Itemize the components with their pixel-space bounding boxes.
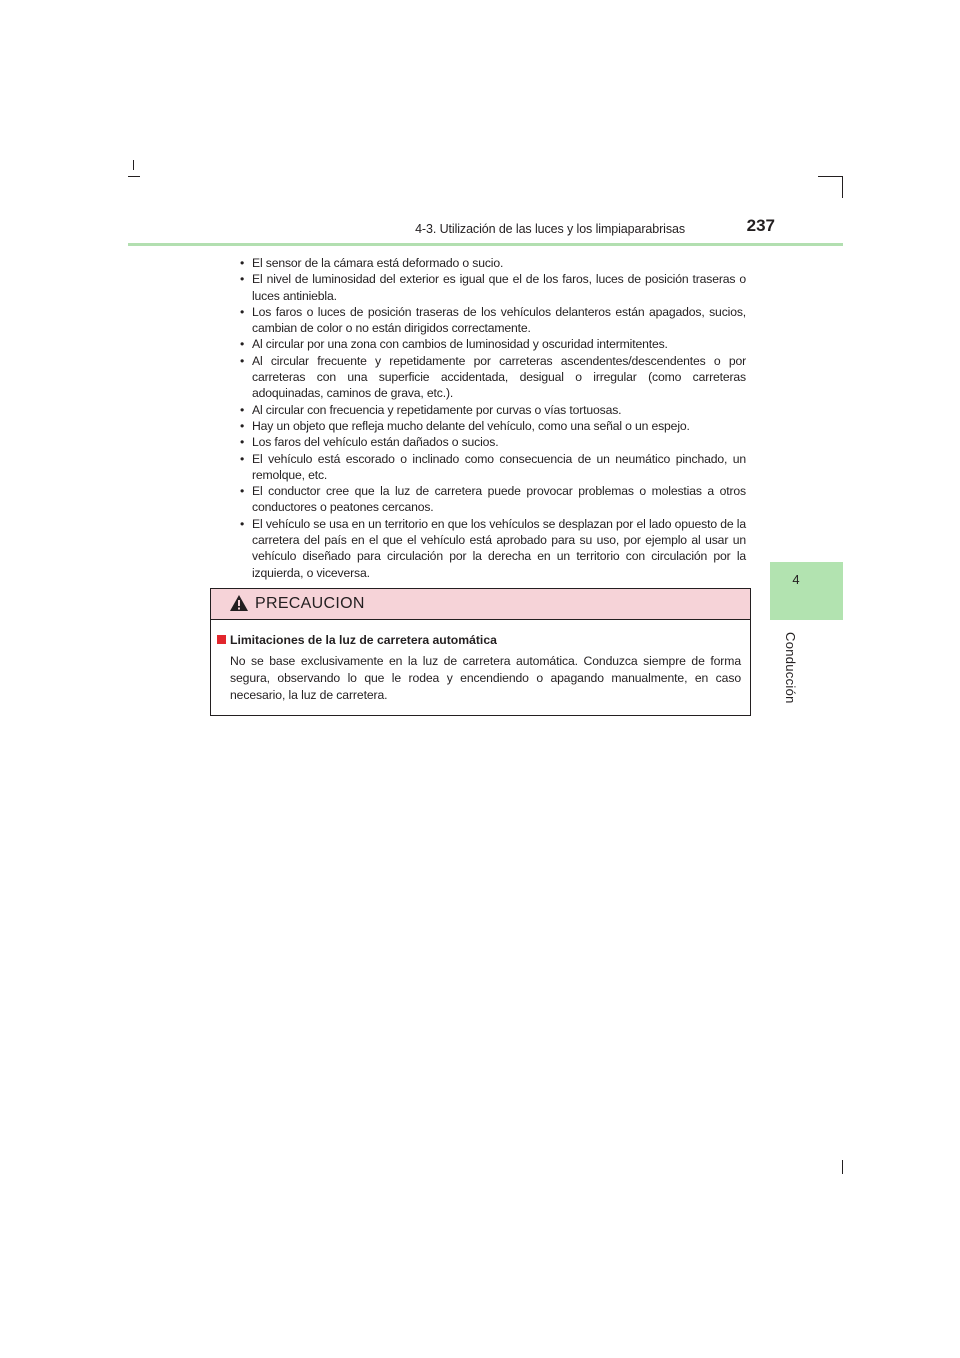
bullet-mark: • bbox=[240, 516, 245, 531]
crop-mark bbox=[133, 160, 134, 170]
list-item bbox=[240, 516, 746, 581]
warning-triangle-icon bbox=[229, 594, 249, 612]
header-rule bbox=[128, 243, 843, 246]
caution-subheading bbox=[217, 633, 497, 647]
list-item-text: Al circular por una zona con cambios de luminosidad y oscuridad intermitentes. bbox=[252, 337, 668, 352]
section-title: 4-3. Utilización de las luces y los limpiaparabrisas bbox=[415, 222, 685, 236]
list-item bbox=[240, 255, 746, 271]
list-item-text: Los faros del vehículo están dañados o sucios. bbox=[252, 435, 499, 450]
bullet-mark: • bbox=[240, 353, 245, 368]
list-item-text: El nivel de luminosidad del exterior es igual que el de los faros, luces de posición traseras o luces antiniebla. bbox=[252, 272, 746, 303]
bullet-mark: • bbox=[240, 435, 245, 450]
page-number: 237 bbox=[746, 216, 775, 235]
crop-mark bbox=[842, 1160, 843, 1174]
list-item bbox=[240, 451, 746, 484]
bullet-mark: • bbox=[240, 304, 245, 319]
list-item bbox=[240, 418, 746, 434]
crop-mark bbox=[818, 176, 842, 177]
caution-body: No se base exclusivamente en la luz de carretera automática. Conduzca siempre de forma segura, observando lo que le rodea y encendiendo o apagando manualmente, en caso necesario, la luz de carretera. bbox=[230, 654, 741, 702]
list-item-text: Hay un objeto que refleja mucho delante del vehículo, como una señal o un espejo. bbox=[252, 418, 690, 433]
list-item-text: El conductor cree que la luz de carretera puede provocar problemas o molestias a otros conductores o peatones cercanos. bbox=[252, 484, 746, 515]
list-item bbox=[240, 304, 746, 337]
list-item bbox=[240, 353, 746, 402]
caution-header bbox=[211, 589, 750, 620]
chapter-number: 4 bbox=[792, 572, 800, 587]
list-item-text: Al circular frecuente y repetidamente por carreteras ascendentes/descendentes o por carreteras con una superficie accidentada, desigual o irregular (como carreteras adoquinadas, caminos de grava, etc.). bbox=[252, 353, 746, 401]
list-item-text: Los faros o luces de posición traseras de los vehículos delanteros están apagados, sucios, cambian de color o no están dirigidos correctamente. bbox=[252, 304, 746, 336]
list-item-text: Al circular con frecuencia y repetidamente por curvas o vías tortuosas. bbox=[252, 402, 622, 417]
crop-mark bbox=[842, 176, 843, 198]
list-item bbox=[240, 402, 746, 418]
condition-list bbox=[240, 255, 746, 581]
chapter-tab bbox=[770, 562, 843, 620]
list-item bbox=[240, 483, 746, 516]
caution-subheading-text: Limitaciones de la luz de carretera automática bbox=[230, 633, 497, 647]
chapter-label: Conducción bbox=[783, 632, 798, 704]
bullet-mark: • bbox=[240, 402, 245, 417]
crop-mark bbox=[128, 176, 140, 177]
bullet-mark: • bbox=[240, 451, 245, 466]
bullet-mark: • bbox=[240, 484, 245, 499]
caution-box bbox=[210, 588, 751, 716]
list-item-text: El sensor de la cámara está deformado o sucio. bbox=[252, 256, 504, 270]
list-item-text: El vehículo se usa en un territorio en que los vehículos se desplazan por el lado opuesto de la carretera del país en el que el vehículo está aprobado para su uso, por ejemplo al usar un vehículo diseñado para circulación por la derecha en un territorio con circulación por la izquierda, o viceversa. bbox=[252, 516, 746, 580]
red-square-icon bbox=[217, 635, 226, 644]
bullet-mark: • bbox=[240, 272, 245, 287]
bullet-mark: • bbox=[240, 256, 245, 270]
list-item bbox=[240, 271, 746, 304]
list-item bbox=[240, 336, 746, 352]
bullet-mark: • bbox=[240, 337, 245, 352]
bullet-mark: • bbox=[240, 418, 245, 433]
list-item bbox=[240, 434, 746, 450]
caution-title: PRECAUCION bbox=[255, 595, 365, 612]
list-item-text: El vehículo está escorado o inclinado como consecuencia de un neumático pinchado, un remolque, etc. bbox=[252, 451, 746, 482]
